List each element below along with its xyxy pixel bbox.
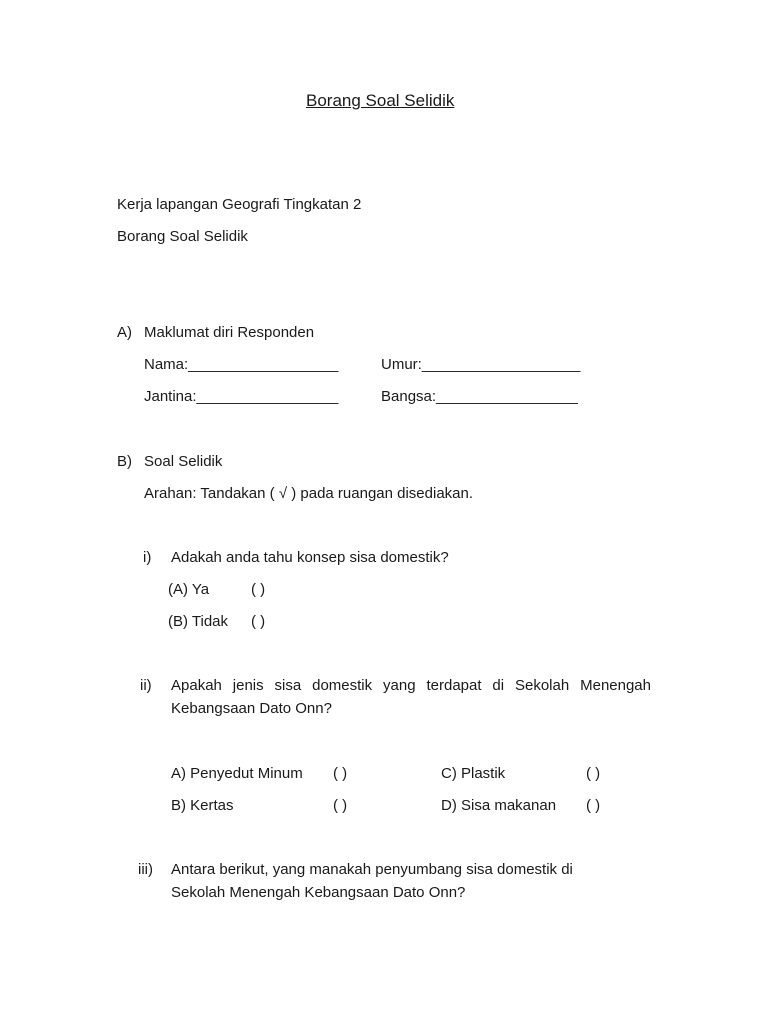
question-3-number: iii) <box>138 861 153 878</box>
section-a-heading: Maklumat diri Responden <box>144 324 315 341</box>
question-2-option-c-checkbox[interactable]: ( ) <box>586 765 601 782</box>
question-2-text-line-2: Kebangsaan Dato Onn? <box>171 700 332 717</box>
bangsa-field[interactable]: Bangsa:_________________ <box>381 388 578 405</box>
question-2-option-a-label: A) Penyedut Minum <box>171 765 303 782</box>
intro-line-1: Kerja lapangan Geografi Tingkatan 2 <box>117 196 362 213</box>
question-2-option-a-checkbox[interactable]: ( ) <box>333 765 348 782</box>
question-1-option-b-checkbox[interactable]: ( ) <box>251 613 266 630</box>
question-1-option-a-label: (A) Ya <box>168 581 210 598</box>
question-2-option-b-checkbox[interactable]: ( ) <box>333 797 348 814</box>
question-3-text-line-1: Antara berikut, yang manakah penyumbang sisa domestik di <box>171 861 573 878</box>
section-a-marker: A) <box>117 324 132 341</box>
section-b-instruction: Arahan: Tandakan ( √ ) pada ruangan disediakan. <box>144 485 474 502</box>
question-2-text-line-1: Apakah jenis sisa domestik yang terdapat di Sekolah Menengah <box>171 677 651 694</box>
section-b-marker: B) <box>117 453 132 470</box>
question-1-number: i) <box>143 549 152 566</box>
question-1-option-a-checkbox[interactable]: ( ) <box>251 581 266 598</box>
intro-line-2: Borang Soal Selidik <box>117 228 248 245</box>
umur-field[interactable]: Umur:___________________ <box>381 356 581 373</box>
question-2-number: ii) <box>140 677 152 694</box>
question-3-text-line-2: Sekolah Menengah Kebangsaan Dato Onn? <box>171 884 466 901</box>
nama-field[interactable]: Nama:__________________ <box>144 356 339 373</box>
question-2-option-b-label: B) Kertas <box>171 797 234 814</box>
question-1-text: Adakah anda tahu konsep sisa domestik? <box>171 549 449 566</box>
jantina-field[interactable]: Jantina:_________________ <box>144 388 339 405</box>
question-2-option-d-checkbox[interactable]: ( ) <box>586 797 601 814</box>
question-1-option-b-label: (B) Tidak <box>168 613 229 630</box>
page-title: Borang Soal Selidik <box>306 91 455 110</box>
question-2-option-c-label: C) Plastik <box>441 765 506 782</box>
question-2-option-d-label: D) Sisa makanan <box>441 797 557 814</box>
section-b-heading: Soal Selidik <box>144 453 223 470</box>
